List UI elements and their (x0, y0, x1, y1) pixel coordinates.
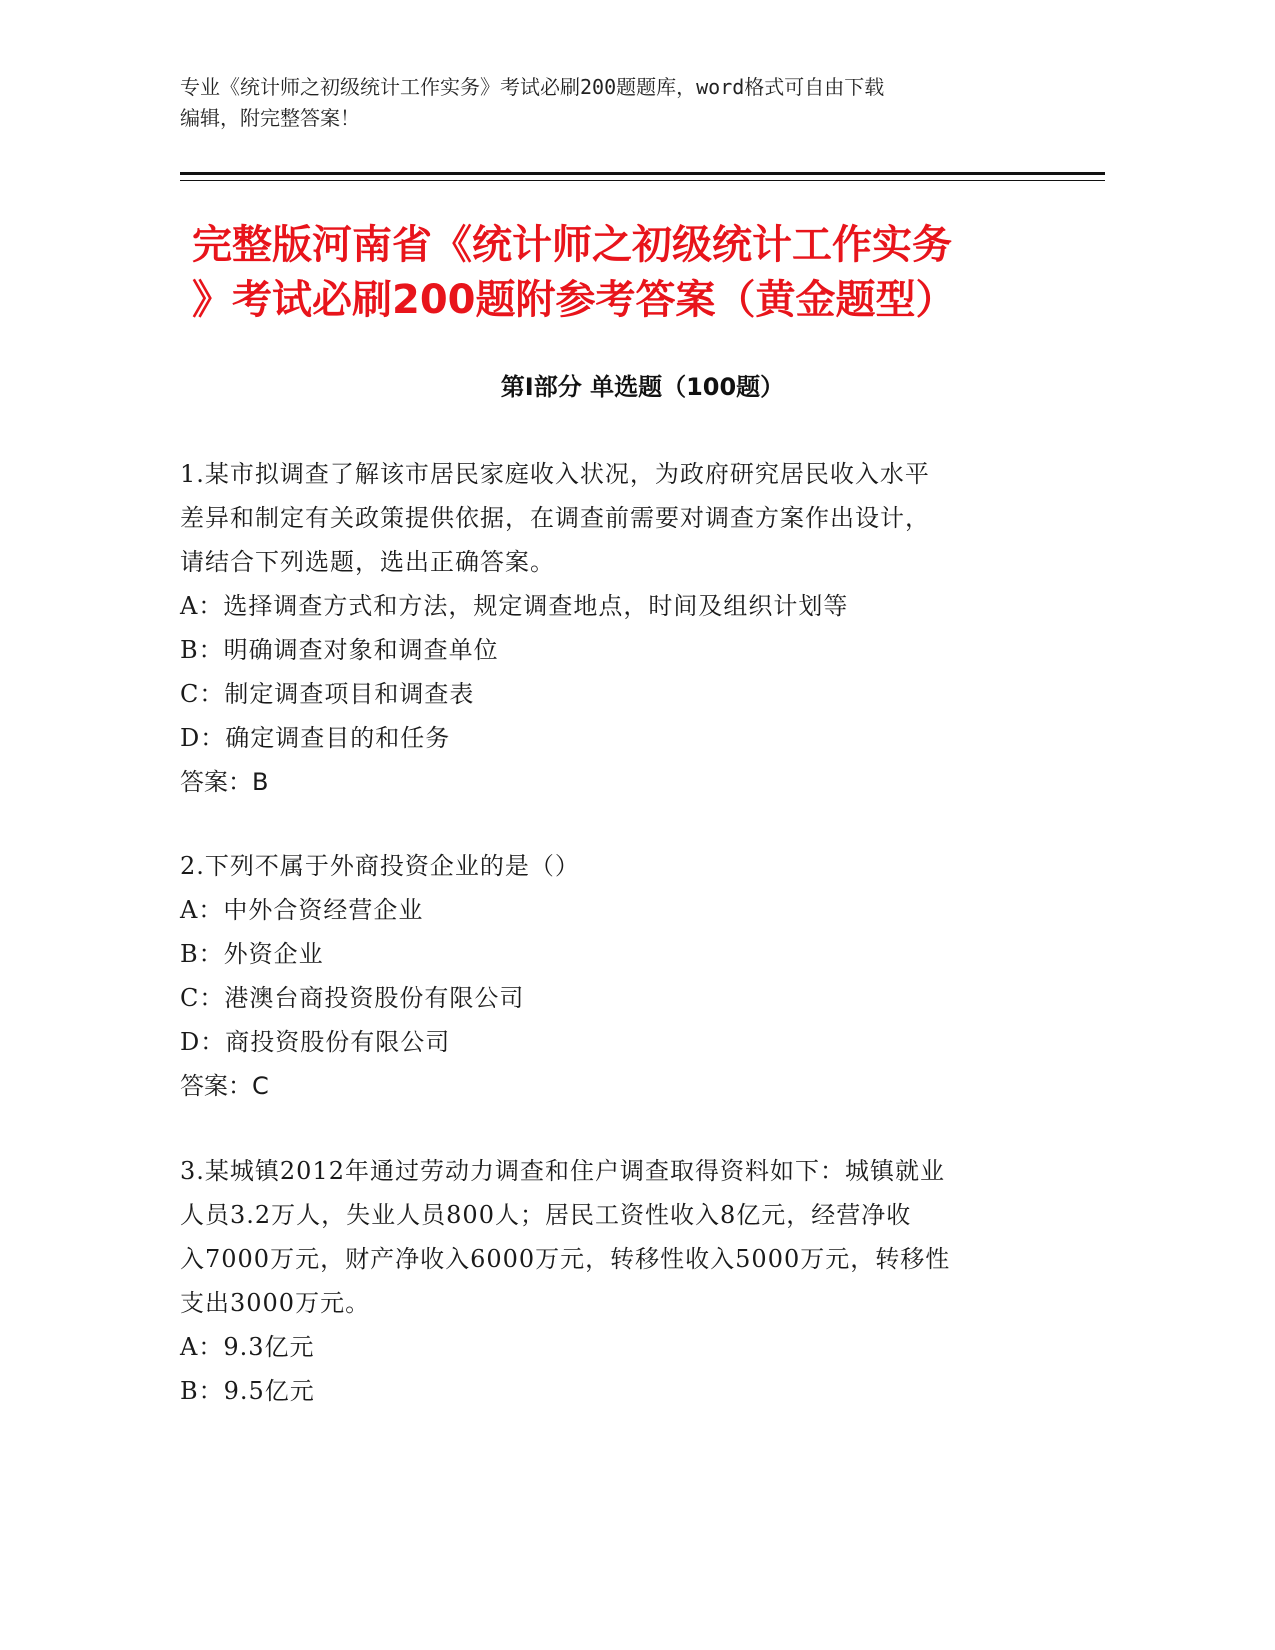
option-b: B：9.5亿元 (180, 1377, 315, 1405)
stem-line: 差异和制定有关政策提供依据，在调查前需要对调查方案作出设计， (180, 504, 930, 532)
question-stem (180, 844, 1040, 888)
stem-line: 2.下列不属于外商投资企业的是（） (180, 852, 580, 880)
question-stem (180, 1149, 1040, 1325)
header-note-line1: 专业《统计师之初级统计工作实务》考试必刷200题题库，word格式可自由下载 (180, 75, 885, 99)
stem-line: 入7000万元，财产净收入6000万元，转移性收入5000万元，转移性 (180, 1245, 951, 1273)
question-1 (180, 452, 1040, 804)
option-d: D：确定调查目的和任务 (180, 724, 451, 752)
option-b: B：外资企业 (180, 940, 324, 968)
header-divider-thick (180, 172, 1105, 175)
stem-line: 支出3000万元。 (180, 1289, 371, 1317)
option-b: B：明确调查对象和调查单位 (180, 636, 499, 664)
header-note-line2: 编辑，附完整答案！ (180, 106, 360, 130)
option-a: A：中外合资经营企业 (180, 896, 424, 924)
document-page (180, 0, 1105, 1650)
header-divider-thin (180, 180, 1105, 181)
document-title (192, 218, 1092, 328)
header-note (180, 72, 1040, 134)
answer: 答案：C (180, 1072, 269, 1100)
stem-line: 3.某城镇2012年通过劳动力调查和住户调查取得资料如下：城镇就业 (180, 1157, 945, 1185)
stem-line: 人员3.2万人，失业人员800人；居民工资性收入8亿元，经营净收 (180, 1201, 912, 1229)
option-d: D：商投资股份有限公司 (180, 1028, 451, 1056)
stem-line: 请结合下列选题，选出正确答案。 (180, 548, 555, 576)
stem-line: 1.某市拟调查了解该市居民家庭收入状况，为政府研究居民收入水平 (180, 460, 930, 488)
option-c: C：港澳台商投资股份有限公司 (180, 984, 525, 1012)
question-3 (180, 1149, 1040, 1413)
question-2 (180, 844, 1040, 1108)
title-line1: 完整版河南省《统计师之初级统计工作实务 (192, 222, 952, 268)
question-stem (180, 452, 1040, 584)
option-a: A：9.3亿元 (180, 1333, 315, 1361)
answer: 答案：B (180, 768, 269, 796)
title-line2: 》考试必刷200题附参考答案（黄金题型） (192, 277, 956, 323)
option-a: A：选择调查方式和方法，规定调查地点，时间及组织计划等 (180, 592, 849, 620)
section-heading: 第Ⅰ部分 单选题（100题） (500, 373, 785, 401)
option-c: C：制定调查项目和调查表 (180, 680, 475, 708)
